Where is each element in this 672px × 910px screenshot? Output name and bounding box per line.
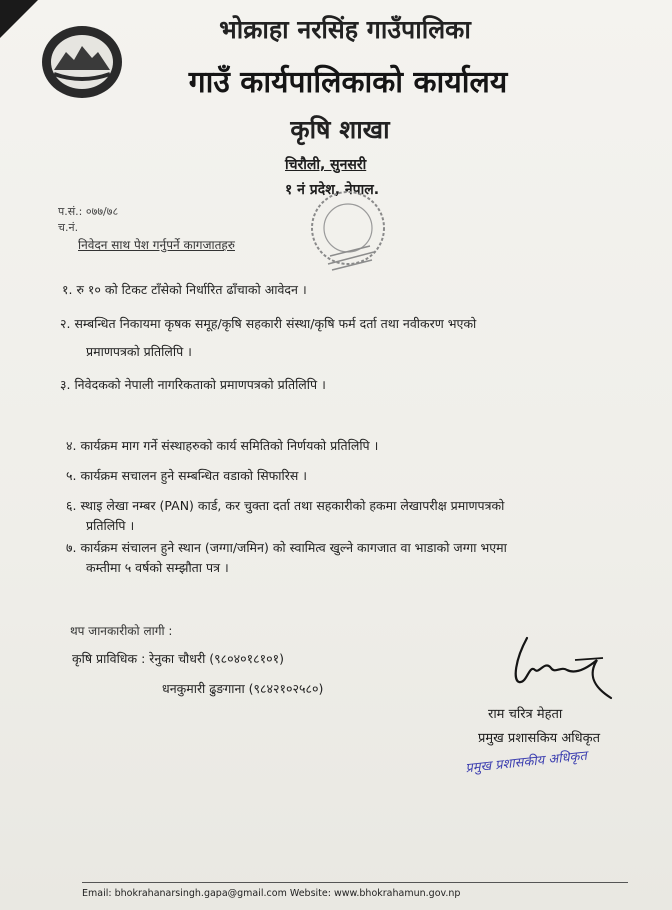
list-item-continued: कम्तीमा ५ वर्षको सम्झौता पत्र । (86, 560, 229, 575)
office-seal-stamp-icon (300, 186, 396, 276)
footer-contact: Email: bhokrahanarsingh.gapa@gmail.com Website: www.bhokrahamun.gov.np (82, 888, 461, 899)
contact-person-2: धनकुमारी ढुङगाना (९८४२१०२५८०) (162, 681, 324, 696)
address-line-1: चिरौली, सुनसरी (285, 157, 367, 173)
nepal-emblem-icon (40, 22, 124, 100)
list-item: ६. स्थाइ लेखा नम्बर (PAN) कार्ड, कर चुक्ता दर्ता तथा सहकारीको हकमा लेखापरीक्ष प्रमाणपत्रको (66, 498, 505, 513)
section-name: कृषि शाखा (290, 115, 390, 144)
footer-divider (82, 882, 628, 883)
corner-shadow (0, 0, 38, 38)
dispatch-number: च.नं. (58, 221, 79, 234)
list-item: ७. कार्यक्रम संचालन हुने स्थान (जग्गा/जमिन) को स्वामित्व खुल्ने कागजात वा भाडाको जग्गा भएमा (66, 540, 507, 555)
signatory-title: प्रमुख प्रशासकिय अधिकृत (478, 731, 601, 746)
list-item-continued: प्रतिलिपि । (86, 518, 135, 533)
list-item: ३. निवेदकको नेपाली नागरिकताको प्रमाणपत्रको प्रतिलिपि । (60, 377, 326, 392)
more-info-label: थप जानकारीको लागी : (70, 624, 173, 638)
handwritten-signature-icon (505, 630, 615, 700)
letter-number: प.सं.: ०७७/७८ (58, 205, 119, 218)
municipality-name: भोक्राहा नरसिंह गाउँपालिका (219, 15, 471, 44)
list-item-continued: प्रमाणपत्रको प्रतिलिपि । (86, 344, 192, 359)
address-line-2: १ नं प्रदेश, नेपाल. (285, 182, 380, 198)
list-item: ५. कार्यक्रम सचालन हुने सम्बन्धित वडाको सिफारिस । (66, 468, 308, 483)
list-item: ४. कार्यक्रम माग गर्ने संस्थाहरुको कार्य समितिको निर्णयको प्रतिलिपि । (66, 438, 379, 453)
subject-line: निवेदन साथ पेश गर्नुपर्ने कागजातहरु (78, 238, 235, 252)
contact-person-1: कृषि प्राविधिक : रेनुका चौधरी (९८०४०१८१०१) (72, 651, 285, 666)
signatory-stamp-text: प्रमुख प्रशासकीय अधिकृत (464, 748, 588, 777)
list-item: १. रु १० को टिकट टाँसेको निर्धारित ढाँचाको आवेदन । (62, 282, 307, 297)
list-item: २. सम्बन्धित निकायमा कृषक समूह/कृषि सहकारी संस्था/कृषि फर्म दर्ता तथा नवीकरण भएको (60, 316, 477, 331)
office-name: गाउँ कार्यपालिकाको कार्यालय (188, 65, 508, 100)
signatory-name: राम चरित्र मेहता (488, 707, 563, 722)
